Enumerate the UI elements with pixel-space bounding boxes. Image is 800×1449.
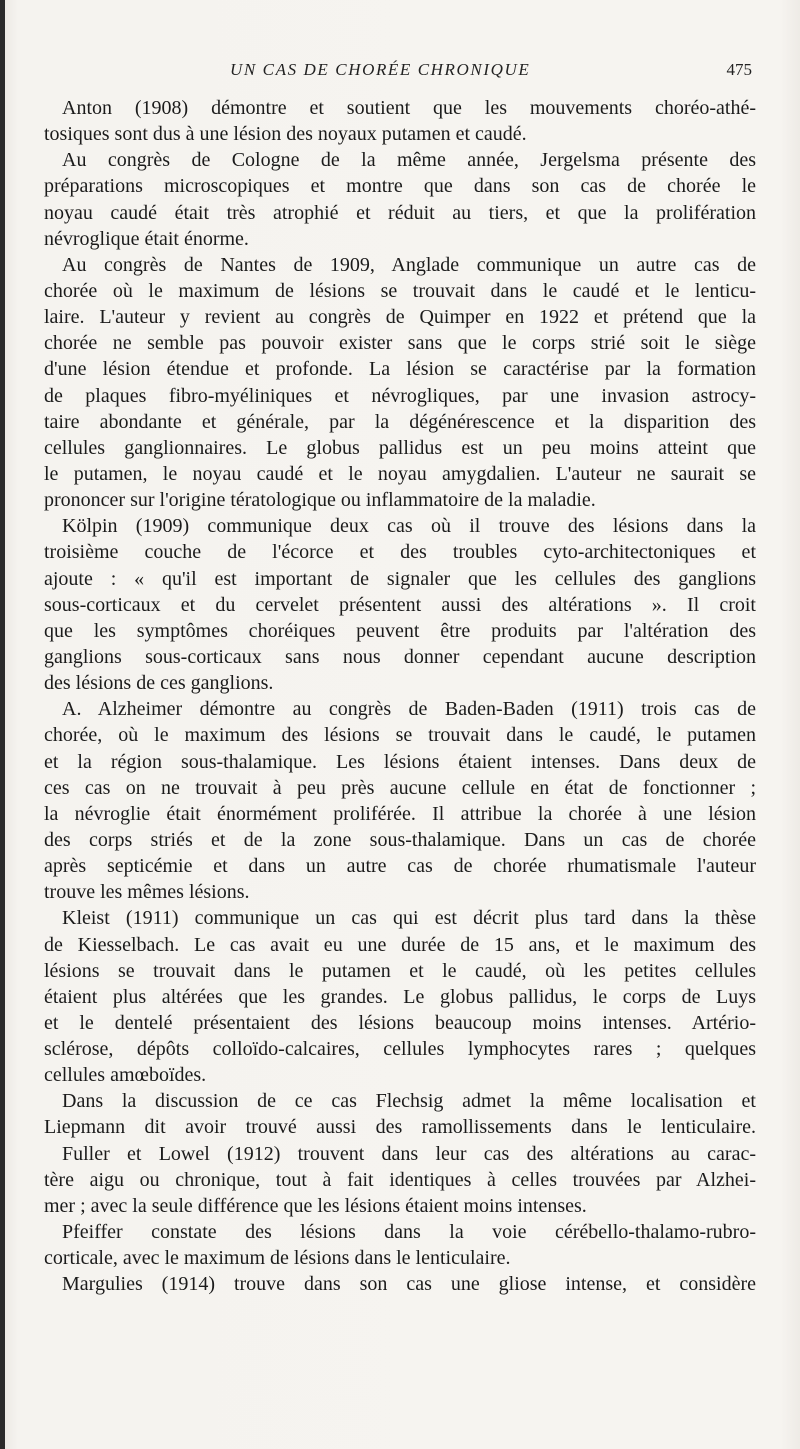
text-line: Au congrès de Nantes de 1909, Anglade communique un autre cas de <box>62 253 756 276</box>
text-line: préparations microscopiques et montre que dans son cas de chorée le <box>44 175 756 198</box>
text-line: corticale, avec le maximum de lésions dans le lenticulaire. <box>44 1247 511 1270</box>
text-line: après septicémie et dans un autre cas de chorée rhumatismale l'auteur <box>44 855 756 878</box>
text-line: Kleist (1911) communique un cas qui est décrit plus tard dans la thèse <box>62 907 756 930</box>
running-title: UN CAS DE CHORÉE CHRONIQUE <box>230 60 531 79</box>
text-line: laire. L'auteur y revient au congrès de Quimper en 1922 et prétend que la <box>44 306 756 329</box>
text-line: prononcer sur l'origine tératologique ou inflammatoire de la maladie. <box>44 489 596 512</box>
text-line: taire abondante et générale, par la dégénérescence et la disparition des <box>44 410 756 433</box>
text-line: sclérose, dépôts colloïdo-calcaires, cellules lymphocytes rares ; quelques <box>44 1038 756 1061</box>
text-line: de Kiesselbach. Le cas avait eu une durée de 15 ans, et le maximum des <box>44 933 756 956</box>
text-line: Anton (1908) démontre et soutient que les mouvements choréo-athé- <box>62 97 756 119</box>
text-line: ces cas on ne trouvait à peu près aucune cellule en état de fonctionner ; <box>44 776 756 799</box>
text-line: sous-corticaux et du cervelet présentent aussi des altérations ». Il croit <box>44 593 756 616</box>
text-line: chorée ne semble pas pouvoir exister sans que le corps strié soit le siège <box>44 332 756 355</box>
text-line: Dans la discussion de ce cas Flechsig admet la même localisation et <box>62 1090 756 1113</box>
text-line: le putamen, le noyau caudé et le noyau amygdalien. L'auteur ne saurait se <box>44 462 756 485</box>
text-line: la névroglie était énormément proliférée. Il attribue la chorée à une lésion <box>44 802 756 825</box>
text-line: noyau caudé était très atrophié et réduit au tiers, et que la prolifération <box>44 201 756 224</box>
text-line: A. Alzheimer démontre au congrès de Baden-Baden (1911) trois cas de <box>62 698 756 721</box>
text-line: trouve les mêmes lésions. <box>44 881 250 904</box>
text-line: mer ; avec la seule différence que les lésions étaient moins intenses. <box>44 1194 587 1217</box>
text-line: cellules amœboïdes. <box>44 1064 207 1087</box>
text-line: Pfeiffer constate des lésions dans la voie cérébello-thalamo-rubro- <box>62 1221 756 1244</box>
body-text <box>44 95 756 1297</box>
text-line: étaient plus altérées que les grandes. Le globus pallidus, le corps de Luys <box>44 985 756 1008</box>
page-header <box>0 60 800 86</box>
text-line: névroglique était énorme. <box>44 227 249 250</box>
text-line: Fuller et Lowel (1912) trouvent dans leur cas des altérations au carac- <box>62 1142 756 1165</box>
text-line: que les symptômes choréiques peuvent être produits par l'altération des <box>44 619 756 642</box>
text-line: Au congrès de Cologne de la même année, Jergelsma présente des <box>62 149 756 172</box>
text-line: et le dentelé présentaient des lésions beaucoup moins intenses. Artério- <box>44 1011 756 1034</box>
page-binding-edge <box>0 0 5 1449</box>
text-line: des corps striés et de la zone sous-thalamique. Dans un cas de chorée <box>44 828 756 851</box>
text-line: Margulies (1914) trouve dans son cas une gliose intense, et considère <box>62 1273 756 1296</box>
text-line: lésions se trouvait dans le putamen et le caudé, où les petites cellules <box>44 959 756 982</box>
text-line: et la région sous-thalamique. Les lésions étaient intenses. Dans deux de <box>44 750 756 773</box>
text-line: chorée où le maximum de lésions se trouvait dans le caudé et le lenticu- <box>44 279 756 302</box>
text-line: Kölpin (1909) communique deux cas où il trouve des lésions dans la <box>62 515 756 538</box>
text-line: chorée, où le maximum des lésions se trouvait dans le caudé, le putamen <box>44 724 756 747</box>
text-line: des lésions de ces ganglions. <box>44 672 274 695</box>
text-line: tosiques sont dus à une lésion des noyaux putamen et caudé. <box>44 123 527 146</box>
text-line: ajoute : « qu'il est important de signaler que les cellules des ganglions <box>44 567 756 590</box>
text-line: d'une lésion étendue et profonde. La lésion se caractérise par la formation <box>44 358 756 381</box>
text-line: tère aigu ou chronique, tout à fait identiques à celles trouvées par Alzhei- <box>44 1168 756 1191</box>
text-line: ganglions sous-corticaux sans nous donner cependant aucune description <box>44 645 756 668</box>
text-line: cellules ganglionnaires. Le globus pallidus est un peu moins atteint que <box>44 436 756 459</box>
text-line: de plaques fibro-myéliniques et névrogliques, par une invasion astrocy- <box>44 384 756 407</box>
text-line: Liepmann dit avoir trouvé aussi des ramollissements dans le lenticulaire. <box>44 1116 756 1139</box>
text-line: troisième couche de l'écorce et des troubles cyto-architectoniques et <box>44 541 756 564</box>
page-number: 475 <box>726 60 752 79</box>
